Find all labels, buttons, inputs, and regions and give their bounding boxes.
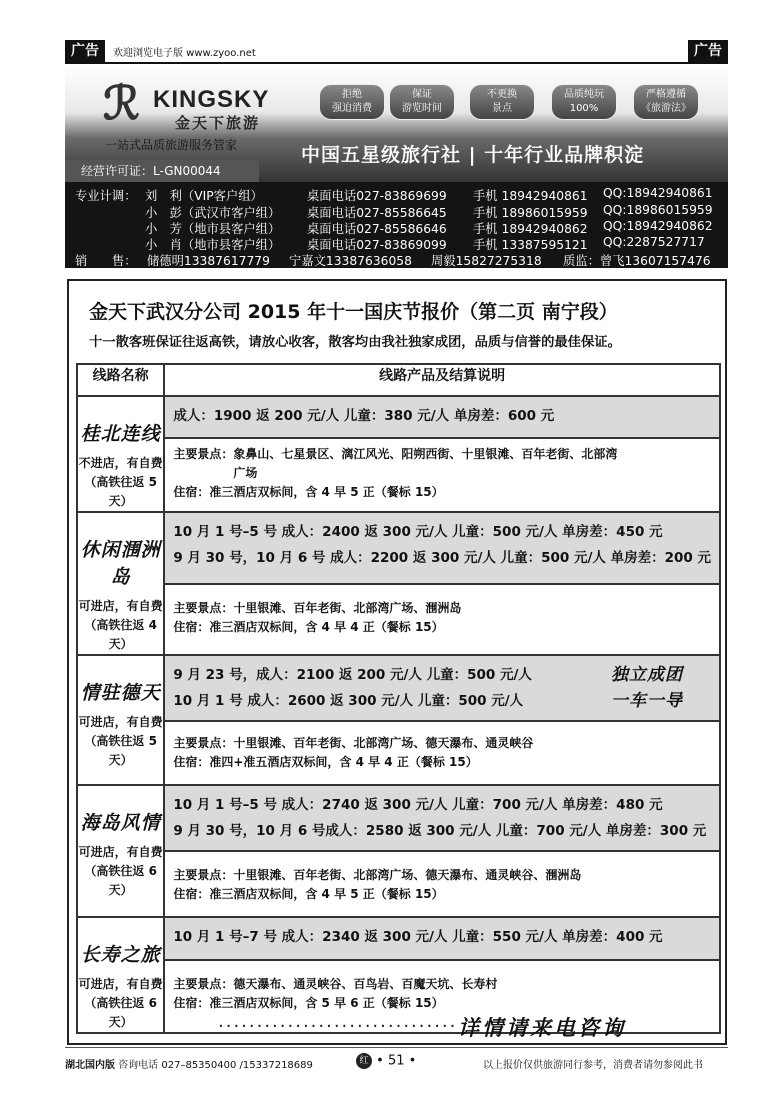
contact-name: 小 芳（地市县客户组） [145, 222, 281, 236]
price-line: 10 月 1 号–5 号 成人：2400 返 300 元/人 儿童：500 元/人 单房差：450 元 [173, 524, 663, 540]
route-note: 不进店，有自费 [78, 456, 163, 470]
route-note: （高铁往返 5 天） [84, 734, 157, 767]
top-rule [65, 62, 728, 64]
price-sheet [67, 279, 727, 1045]
stamp-text: 一车一导 [611, 691, 683, 711]
section-badge: 红 [356, 1053, 372, 1069]
promise-badge [551, 84, 617, 120]
promise-line: 景点 [492, 103, 512, 114]
route-name: 情驻德天 [80, 682, 161, 704]
hotel-line: 住宿：准三酒店双标间，含 5 早 6 正（餐标 15） [173, 995, 444, 1010]
ad-tag-right: 广告 [688, 40, 728, 62]
price-line: 成人：1900 返 200 元/人 儿童：380 元/人 单房差：600 元 [173, 408, 555, 424]
detail-cell [164, 851, 720, 917]
route-note: 可进店，有自费 [78, 715, 163, 729]
promise-badge [389, 84, 455, 120]
disclaimer: 以上报价仅供旅游同行参考，消费者请勿参阅此书 [483, 1060, 703, 1071]
route-note: 可进店，有自费 [78, 845, 163, 859]
table-row [77, 584, 720, 656]
sights-line: 主要景点：德天瀑布、通灵峡谷、百鸟岩、百魔天坑、长寿村 [173, 976, 498, 991]
contact-office: 桌面电话027-83869699 [307, 189, 447, 203]
table-row [77, 396, 720, 438]
consult-phone: 咨询电话 027–85350400 /15337218689 [118, 1060, 313, 1071]
route-cell [77, 917, 164, 1033]
contact-mobile: 手机 18942940862 [473, 222, 588, 236]
footer-rule [65, 1047, 728, 1048]
promise-line: 游览时间 [402, 103, 442, 114]
table-row [77, 721, 720, 785]
price-line: 9 月 30 号，10 月 6 号成人：2580 返 300 元/人 儿童：700 元/人 单房差：300 元 [173, 823, 707, 839]
contact-callout: 详情请来电咨询 [458, 1016, 626, 1040]
route-name: 休闲涠洲岛 [80, 539, 161, 588]
logo-slogan: 一站式品质旅游服务管家 [105, 138, 238, 152]
logo-cn: 金天下旅游 [175, 114, 261, 132]
route-note: （高铁往返 4 天） [84, 618, 157, 651]
price-line: 10 月 1 号 成人：2600 返 300 元/人 儿童：500 元/人 [173, 693, 524, 709]
price-cell [164, 655, 720, 721]
promise-line: 强迫消费 [332, 103, 372, 114]
route-cell [77, 512, 164, 655]
sales-label: 销 售： [75, 254, 137, 268]
page-number-text: • 51 • [376, 1053, 417, 1069]
detail-cell [164, 584, 720, 656]
table-row [77, 785, 720, 851]
sales-person: 周毅15827275318 [431, 254, 542, 268]
table-row [77, 917, 720, 960]
route-name: 海岛风情 [80, 812, 161, 834]
quality-supervisor: 质监：曾飞13607157476 [563, 254, 711, 268]
route-note: 可进店，有自费 [78, 599, 163, 613]
promise-line: 保证 [412, 89, 432, 100]
contact-mobile: 手机 18942940861 [473, 189, 588, 203]
contact-qq: QQ:18942940861 [603, 186, 713, 200]
contact-qq: QQ:18942940862 [603, 219, 713, 233]
contact-name: 刘 利（VIP客户组） [145, 189, 263, 203]
sights-line: 主要景点：十里银滩、百年老街、北部湾广场、德天瀑布、通灵峡谷 [173, 736, 534, 750]
contact-name: 小 彭（武汉市客户组） [145, 206, 281, 220]
hotel-line: 住宿：准三酒店双标间，含 4 早 5 正（餐标 15） [173, 887, 444, 901]
banner-headline: 中国五星级旅行社 | 十年行业品牌积淀 [301, 144, 645, 166]
promise-line: 拒绝 [342, 89, 362, 100]
footer-left [65, 1056, 313, 1071]
price-cell [164, 917, 720, 960]
table-row [77, 851, 720, 917]
page-title: 金天下武汉分公司 2015 年十一国庆节报价（第二页 南宁段） [89, 301, 618, 323]
table-row [77, 655, 720, 721]
route-name: 桂北连线 [80, 423, 161, 445]
sights-line: 主要景点：十里银滩、百年老街、北部湾广场、德天瀑布、通灵峡谷、涠洲岛 [173, 868, 582, 882]
price-line: 10 月 1 号–7 号 成人：2340 返 300 元/人 儿童：550 元/人 单房差：400 元 [173, 929, 663, 945]
sales-contacts [65, 182, 728, 268]
logo-icon: ℛ [103, 76, 140, 130]
route-note: （高铁往返 6 天） [84, 864, 157, 897]
detail-cell [164, 721, 720, 785]
welcome-text[interactable]: 欢迎浏览电子版 www.zyoo.net [113, 47, 256, 59]
detail-cell [164, 438, 720, 512]
sales-person: 宁嘉文13387636058 [289, 254, 412, 268]
license-number: 经营许可证：L-GN00044 [65, 160, 259, 182]
contact-label: 专业计调： [75, 189, 137, 203]
price-cell [164, 396, 720, 438]
promise-line: 品质纯玩 [564, 89, 604, 100]
price-line: 9 月 30 号，10 月 6 号 成人：2200 返 300 元/人 儿童：500 元/人 单房差：200 元 [173, 550, 711, 566]
price-cell [164, 512, 720, 584]
hotel-line: 住宿：准三酒店双标间，含 4 早 5 正（餐标 15） [173, 484, 444, 499]
route-cell [77, 785, 164, 917]
route-name: 长寿之旅 [80, 944, 161, 966]
dotted-leader: ······························· [218, 1016, 458, 1037]
stamp-text: 独立成团 [611, 665, 683, 685]
sights-line: 主要景点：十里银滩、百年老街、北部湾广场、涠洲岛 [173, 600, 462, 615]
logo-en: KINGSKY [153, 86, 270, 113]
contact-office: 桌面电话027-85586645 [307, 206, 447, 220]
price-line: 10 月 1 号–5 号 成人：2740 返 300 元/人 儿童：700 元/人 单房差：480 元 [173, 797, 663, 813]
route-cell [77, 396, 164, 512]
sights-line: 广场 [233, 465, 258, 480]
contact-office: 桌面电话027-83869099 [307, 238, 447, 252]
col-detail-header: 线路产品及结算说明 [164, 364, 720, 396]
hotel-line: 住宿：准三酒店双标间，含 4 早 4 正（餐标 15） [173, 619, 444, 634]
brand-banner [65, 66, 728, 182]
contact-mobile: 手机 18986015959 [473, 206, 588, 220]
ad-tag-left: 广告 [65, 40, 105, 62]
contact-office: 桌面电话027-85586646 [307, 222, 447, 236]
table-header [77, 364, 720, 396]
promise-line: 严格遵循 [646, 89, 686, 100]
table-row [77, 438, 720, 512]
price-cell [164, 785, 720, 851]
promise-line: 《旅游法》 [641, 103, 691, 114]
price-table [76, 363, 721, 1034]
route-note: （高铁往返 5 天） [84, 475, 157, 508]
sights-line: 主要景点：象鼻山、七星景区、漓江风光、阳朔西街、十里银滩、百年老街、北部湾 [173, 446, 618, 461]
sales-person: 储德明13387617779 [147, 254, 270, 268]
route-cell [77, 655, 164, 785]
route-note: （高铁往返 6 天） [84, 996, 157, 1029]
table-row [77, 512, 720, 584]
promise-badge [633, 84, 699, 120]
contact-mobile: 手机 13387595121 [473, 238, 588, 252]
promise-badge [469, 84, 535, 120]
contact-qq: QQ:18986015959 [603, 203, 713, 217]
promise-line: 100% [569, 103, 599, 114]
price-line: 9 月 23 号，成人：2100 返 200 元/人 儿童：500 元/人 [173, 667, 532, 683]
page-number [356, 1053, 416, 1069]
col-route-header: 线路名称 [77, 364, 164, 396]
page-subtitle: 十一散客班保证往返高铁，请放心收客，散客均由我社独家成团，品质与信誉的最佳保证。 [89, 335, 621, 350]
promise-badge [319, 84, 385, 120]
edition-label: 湖北国内版 [65, 1060, 115, 1071]
promise-line: 不更换 [487, 89, 517, 100]
contact-name: 小 肖（地市县客户组） [145, 238, 281, 252]
top-strip [65, 40, 728, 62]
contact-qq: QQ:2287527717 [603, 235, 705, 249]
hotel-line: 住宿：准四+准五酒店双标间，含 4 早 4 正（餐标 15） [173, 755, 478, 769]
route-note: 可进店，有自费 [78, 977, 163, 991]
